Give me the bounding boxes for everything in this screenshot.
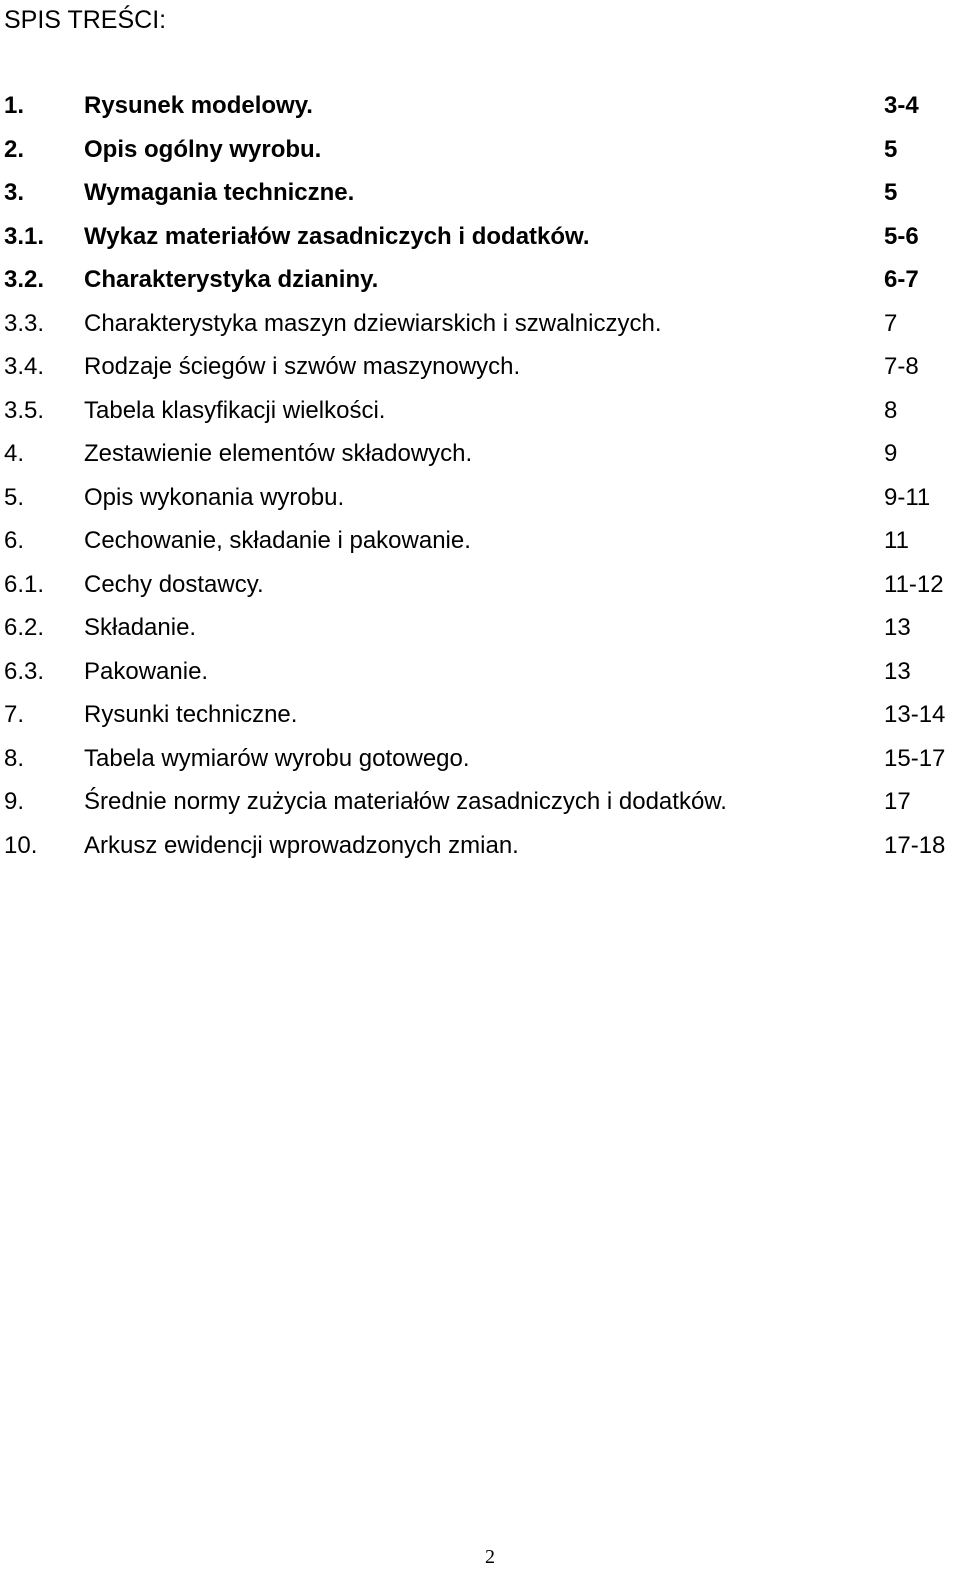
toc-entry-pages: 11-12: [884, 570, 944, 598]
toc-entry-pages: 7: [884, 309, 898, 337]
toc-entry-pages: 13-14: [884, 701, 946, 728]
toc-entry-number: 7.: [4, 701, 25, 728]
toc-entry-title: Tabela wymiarów wyrobu gotowego.: [84, 744, 470, 772]
toc-entry-number: 10.: [4, 831, 38, 859]
toc-entry: [0, 84, 960, 128]
toc-entry: [0, 432, 960, 476]
toc-entry-number: 4.: [4, 440, 25, 467]
toc-entry-title: Wymagania techniczne.: [84, 179, 355, 206]
toc-entry-number: 3.3.: [4, 309, 45, 337]
toc-entry-pages: 17-18: [884, 831, 946, 859]
toc-entry: [0, 128, 960, 172]
toc-entry-title: Cechowanie, składanie i pakowanie.: [84, 527, 471, 554]
toc-entry: [0, 563, 960, 607]
toc-entry-pages: 3-4: [884, 92, 919, 119]
toc-entry-number: 5.: [4, 483, 25, 511]
toc-entry-title: Tabela klasyfikacji wielkości.: [84, 396, 386, 424]
toc-entry: [0, 345, 960, 389]
toc-entry-title: Pakowanie.: [84, 657, 209, 685]
toc-entry-title: Opis wykonania wyrobu.: [84, 483, 345, 511]
toc-entry-number: 6.2.: [4, 614, 45, 641]
toc-entry-number: 9.: [4, 788, 25, 815]
toc-entry: [0, 476, 960, 520]
toc-entry-number: 3.2.: [4, 266, 45, 293]
toc-entry: [0, 302, 960, 346]
toc-entry-number: 6.1.: [4, 570, 45, 598]
toc-entry-pages: 9: [884, 440, 898, 467]
toc-entry-pages: 8: [884, 396, 898, 424]
toc-entry-title: Rysunki techniczne.: [84, 701, 298, 728]
toc-entry-number: 1.: [4, 92, 25, 119]
toc-entry-number: 6.3.: [4, 657, 45, 685]
toc-entry: [0, 258, 960, 302]
toc-entry-number: 6.: [4, 527, 25, 554]
toc-entry-number: 3.4.: [4, 353, 45, 380]
toc-entry-title: Charakterystyka maszyn dziewiarskich i szwalniczych.: [84, 309, 662, 337]
toc-entry-number: 3.5.: [4, 396, 45, 424]
toc-entry: [0, 650, 960, 694]
toc-entry: [0, 780, 960, 824]
toc-entry-title: Składanie.: [84, 614, 197, 641]
toc-entry-number: 3.: [4, 179, 25, 206]
toc-entry-title: Rysunek modelowy.: [84, 92, 313, 119]
toc-entry-number: 8.: [4, 744, 25, 772]
toc-entry: [0, 737, 960, 781]
toc-entry: [0, 215, 960, 259]
toc-entry: [0, 519, 960, 563]
toc-entry-pages: 9-11: [884, 483, 931, 511]
toc-entry-title: Cechy dostawcy.: [84, 570, 264, 598]
toc-entry-title: Arkusz ewidencji wprowadzonych zmian.: [84, 831, 519, 859]
toc-entry-pages: 11: [884, 527, 909, 554]
toc-entry-pages: 5: [884, 135, 898, 163]
toc-entry: [0, 824, 960, 868]
toc-entry-title: Opis ogólny wyrobu.: [84, 135, 322, 163]
toc-entry-pages: 5: [884, 179, 898, 206]
toc-entry-title: Rodzaje ściegów i szwów maszynowych.: [84, 353, 521, 380]
toc-entry-pages: 13: [884, 657, 911, 685]
toc-entry-title: Średnie normy zużycia materiałów zasadniczych i dodatków.: [84, 788, 727, 815]
toc-entry-title: Charakterystyka dzianiny.: [84, 266, 379, 293]
toc-entry-pages: 15-17: [884, 744, 946, 772]
toc-entry: [0, 606, 960, 650]
toc-entry-pages: 7-8: [884, 353, 919, 380]
toc-entry-title: Zestawienie elementów składowych.: [84, 440, 473, 467]
toc-entry-number: 3.1.: [4, 222, 45, 250]
toc-entry: [0, 389, 960, 433]
page-number: 2: [485, 1546, 495, 1568]
toc-entry-pages: 13: [884, 614, 911, 641]
toc-entry-pages: 6-7: [884, 266, 919, 293]
page-title: SPIS TREŚCI:: [4, 6, 167, 34]
toc-entry: [0, 693, 960, 737]
toc-entry: [0, 171, 960, 215]
toc-entry-title: Wykaz materiałów zasadniczych i dodatków.: [84, 222, 590, 250]
toc-entry-pages: 17: [884, 788, 911, 815]
toc-entry-number: 2.: [4, 135, 25, 163]
toc-entry-pages: 5-6: [884, 222, 919, 250]
table-of-contents: [0, 84, 960, 867]
